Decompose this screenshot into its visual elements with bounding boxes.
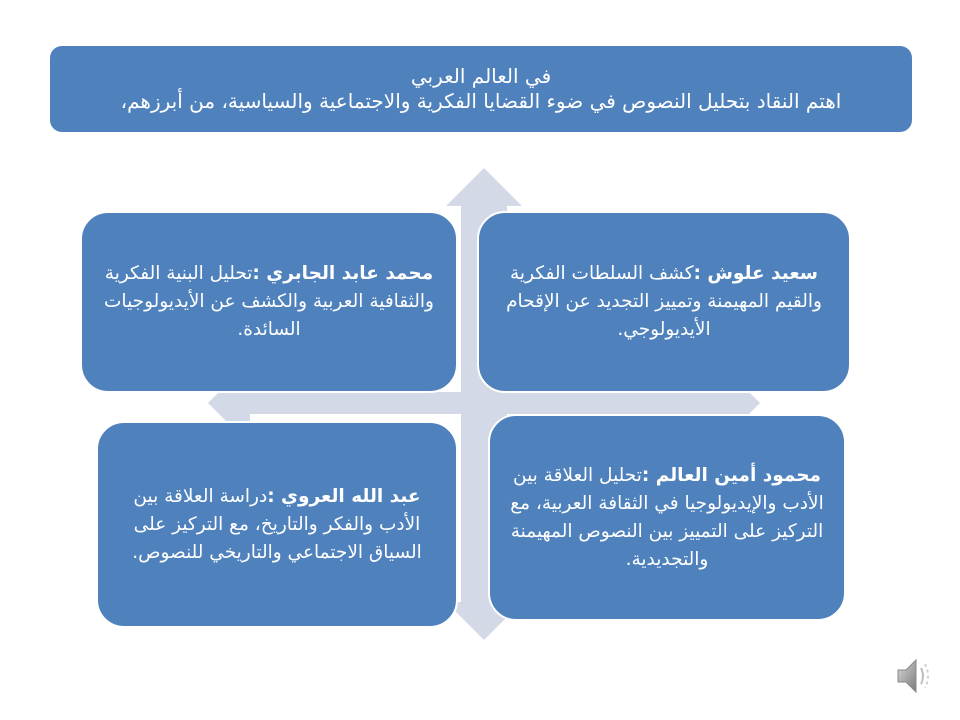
card-laroui-content bbox=[116, 483, 438, 567]
card-amin-alalem-text: تحليل العلاقة بين الأدب والإيديولوجيا في الثقافة العربية، مع التركيز على التمييز بين النصوص المهيمنة والتجديدية. bbox=[510, 464, 824, 570]
card-laroui bbox=[96, 421, 458, 628]
card-alloush-text: كشف السلطات الفكرية والقيم المهيمنة وتمييز التجديد عن الإقحام الأيديولوجي. bbox=[506, 263, 822, 340]
header-box bbox=[50, 46, 912, 132]
header-line-1: في العالم العربي bbox=[410, 64, 552, 88]
card-al-jabri-name: محمد عابد الجابري : bbox=[252, 263, 434, 284]
speaker-icon[interactable] bbox=[894, 654, 938, 698]
cross-horizontal-bar bbox=[244, 392, 724, 414]
card-alloush-content bbox=[497, 260, 831, 344]
card-al-jabri-text: تحليل البنية الفكرية والثقافية العربية والكشف عن الأيديولوجيات السائدة. bbox=[104, 263, 434, 340]
card-laroui-text: دراسة العلاقة بين الأدب والفكر والتاريخ، مع التركيز على السياق الاجتماعي والتاريخي للنصوص. bbox=[132, 485, 422, 563]
card-amin-alalem bbox=[488, 414, 846, 621]
card-laroui-name: عبد الله العروي : bbox=[267, 485, 421, 507]
header-line-2: اهتم النقاد بتحليل النصوص في ضوء القضايا الفكرية والاجتماعية والسياسية، من أبرزهم، bbox=[120, 89, 842, 113]
card-amin-alalem-content bbox=[508, 462, 826, 574]
card-amin-alalem-name: محمود أمين العالم : bbox=[641, 464, 822, 486]
card-alloush-name: سعيد علوش : bbox=[693, 263, 818, 284]
card-al-jabri-content bbox=[100, 260, 438, 344]
card-alloush bbox=[477, 211, 851, 393]
card-al-jabri bbox=[80, 211, 458, 393]
